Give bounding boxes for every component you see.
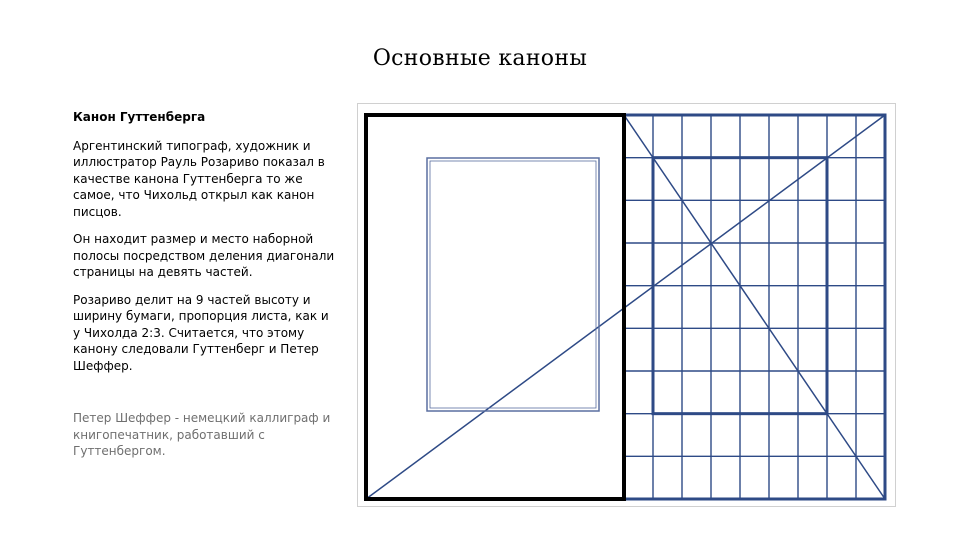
canon-diagram	[357, 103, 897, 508]
paragraph-1: Аргентинский типограф, художник и иллюстратор Рауль Розариво показал в качестве канона Гуттенберга то же самое, что Чихольд открыл как канон писцов.	[73, 138, 325, 219]
canon-diagram-svg	[357, 103, 897, 508]
paragraph-3: Розариво делит на 9 частей высоту и ширину бумаги, пропорция листа, как и у Чихолда 2:3. Считается, что этому канону следовали Гуттенберг и Петер Шеффер.	[73, 292, 329, 373]
paragraph-2: Он находит размер и место наборной полосы посредством деления диагонали страницы на девять частей.	[73, 232, 335, 279]
text-column	[73, 109, 335, 471]
subheading: Канон Гуттенберга	[73, 110, 206, 124]
slide-title: Основные каноны	[372, 46, 588, 71]
note: Петер Шеффер - немецкий каллиграф и книгопечатник, работавший с Гуттенбергом.	[73, 411, 331, 458]
